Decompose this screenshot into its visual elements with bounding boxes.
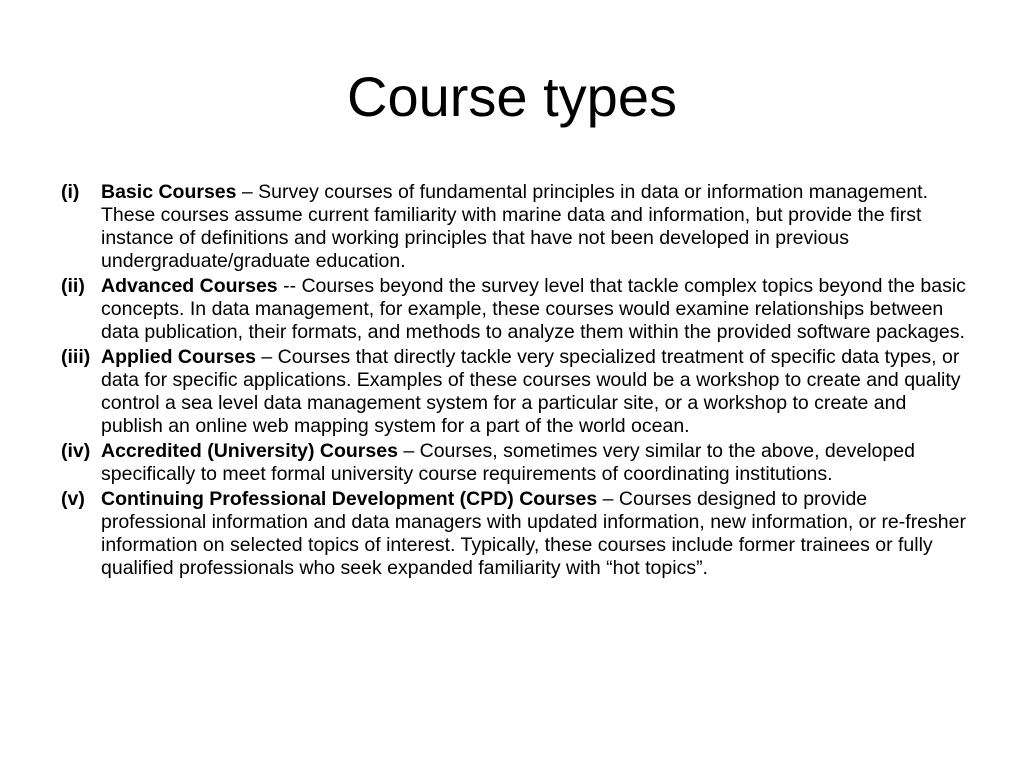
course-name: Accredited (University) Courses (101, 440, 398, 462)
course-description: – Courses designed to provide professional information and data managers with updated information, new information, or re-fresher information on selected topics of interest. Typically, these courses include former trainees or fully qualified professionals who seek expanded familiarity with “hot topics”. (101, 488, 966, 579)
course-item-cpd (61, 488, 971, 580)
course-description: – Survey courses of fundamental principles in data or information management. These courses assume current familiarity with marine data and information, but provide the first instance of definitions and working principles that have not been developed in previous undergraduate/graduate education. (101, 181, 929, 272)
course-numeral: (v) (61, 488, 85, 510)
course-name: Basic Courses (101, 181, 237, 203)
slide-title: Course types (347, 65, 677, 128)
course-item-basic (61, 181, 971, 273)
course-list (61, 181, 971, 582)
course-item-applied (61, 346, 971, 438)
course-name: Applied Courses (101, 346, 256, 368)
course-name: Continuing Professional Development (CPD) Courses (101, 488, 598, 510)
course-numeral: (i) (61, 181, 80, 203)
course-description: – Courses that directly tackle very specialized treatment of specific data types, or data for specific applications. Examples of these courses would be a workshop to create and quality control a sea level data management system for a particular site, or a workshop to create and publish an online web mapping system for a part of the world ocean. (101, 346, 961, 437)
course-description: – Courses, sometimes very similar to the above, developed specifically to meet formal university course requirements of coordinating institutions. (101, 440, 915, 485)
course-numeral: (iv) (61, 440, 91, 462)
course-item-accredited (61, 440, 971, 486)
course-numeral: (ii) (61, 275, 85, 297)
course-description: -- Courses beyond the survey level that tackle complex topics beyond the basic concepts. In data management, for example, these courses would examine relationships between data publication, their formats, and methods to analyze them within the provided software packages. (101, 275, 966, 343)
course-numeral: (iii) (61, 346, 91, 368)
course-name: Advanced Courses (101, 275, 278, 297)
course-item-advanced (61, 275, 971, 344)
